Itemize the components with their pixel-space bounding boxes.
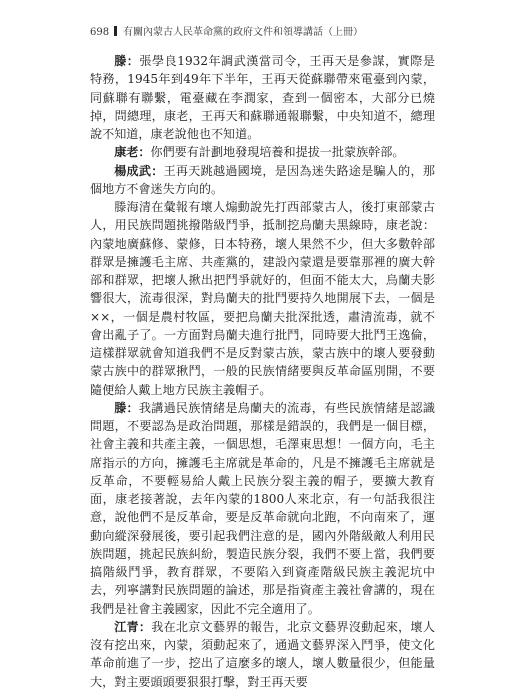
paragraph-text: 滕海清在彙報有壞人煽動說先打西部蒙古人，後打東部蒙古人，用民族問題挑撥階級鬥爭，抵制挖烏蘭夫黑線時，康老說：內蒙地廣蘇修、蒙修，日本特務，壞人果然不少，但大多數幹部群眾是擁護毛主席、共產黨的，建設內蒙還是要靠那裡的廣大幹部和群眾，把壞人揪出把鬥爭就好的，但面不能太大，烏蘭夫影響很大，流毒很深，對烏蘭夫的批鬥要持久地開展下去，一個是××，一個是農村牧區，要把烏蘭夫批深批透，肅清流毒，就不會出亂子了。一方面對烏蘭夫進行批鬥，同時要大批鬥王逸倫，這樣群眾就會知道我們不是反對蒙古族，蒙古族中的壞人要發動蒙古族中的群眾揪鬥，一般的民族情緒要與反革命區別開，不要隨便給人戴上地方民族主義帽子。 <box>90 200 435 397</box>
running-header <box>90 26 450 40</box>
paragraph <box>90 143 435 161</box>
paragraph <box>90 52 435 143</box>
speaker: 滕： <box>114 54 140 68</box>
speaker: 楊成武： <box>114 163 164 178</box>
paragraph <box>90 618 435 691</box>
paragraph <box>90 399 435 618</box>
paragraph-text: 你們要有計劃地發現培養和提拔一批蒙族幹部。 <box>150 145 405 160</box>
page-number: 698 <box>90 27 110 38</box>
paragraph-text: 我在北京文藝界的報告，北京文藝界沒動起來，壞人沒有挖出來，內蒙，須動起來了，通過文藝界深入鬥爭，使文化革命前進了一步，挖出了這麼多的壞人，壞人數量很少，但能量大，對主要頭頭要狠狠打擊，對王再天要 <box>90 619 435 689</box>
book-title: 有關內蒙古人民革命黨的政府文件和領導講話（上冊） <box>123 27 363 38</box>
paragraph <box>90 198 435 399</box>
speaker: 滕： <box>114 400 139 415</box>
paragraph-text: 我講過民族情緒是烏蘭夫的流毒，有些民族情緒是認識問題，不要認為是政治問題，那樣是錯誤的，我們是一個目標，社會主義和共產主義，一個思想，毛澤東思想！一個方向，毛主席指示的方向，擁護毛主席就是革命的，凡是不擁護毛主席就是反革命，不要輕易給人戴上民族分裂主義的帽子，要擴大教育面，康老接著說，去年內蒙的1800人來北京，有一句話我很注意，說他們不是反革命，要是反革命就向北跑，不向南來了，運動向縱深發展後，要引起我們注意的是，國內外階級敵人利用民族問題，挑起民族糾紛，製造民族分裂，我們不要上當，我們要搞階級鬥爭，教育群眾，不要陷入到資產階級民族主義泥坑中去，列寧講對民族問題的論述，那是指資產主義社會講的，現在我們是社會主義國家，因此不完全適用了。 <box>90 400 435 616</box>
speaker: 江青： <box>114 619 152 634</box>
page-body <box>90 52 435 691</box>
speaker: 康老： <box>114 145 151 160</box>
paragraph-text: 張學良1932年調武漢當司令，王再天是參謀，實際是特務，1945年到49年下半年，王再天從蘇聯帶來電臺到內蒙，同蘇聯有聯繫，電臺藏在李潤家，查到一個密本，大部分已燒掉，問總理，康老，王再天和蘇聯通報聯繫，中央知道不，總理說不知道，康老說他也不知道。 <box>90 54 435 141</box>
paragraph <box>90 162 435 199</box>
header-divider <box>114 26 117 36</box>
paragraph-text: 王再天跳越過國境，是因為迷失路途是騙人的，那個地方不會迷失方向的。 <box>90 163 435 196</box>
